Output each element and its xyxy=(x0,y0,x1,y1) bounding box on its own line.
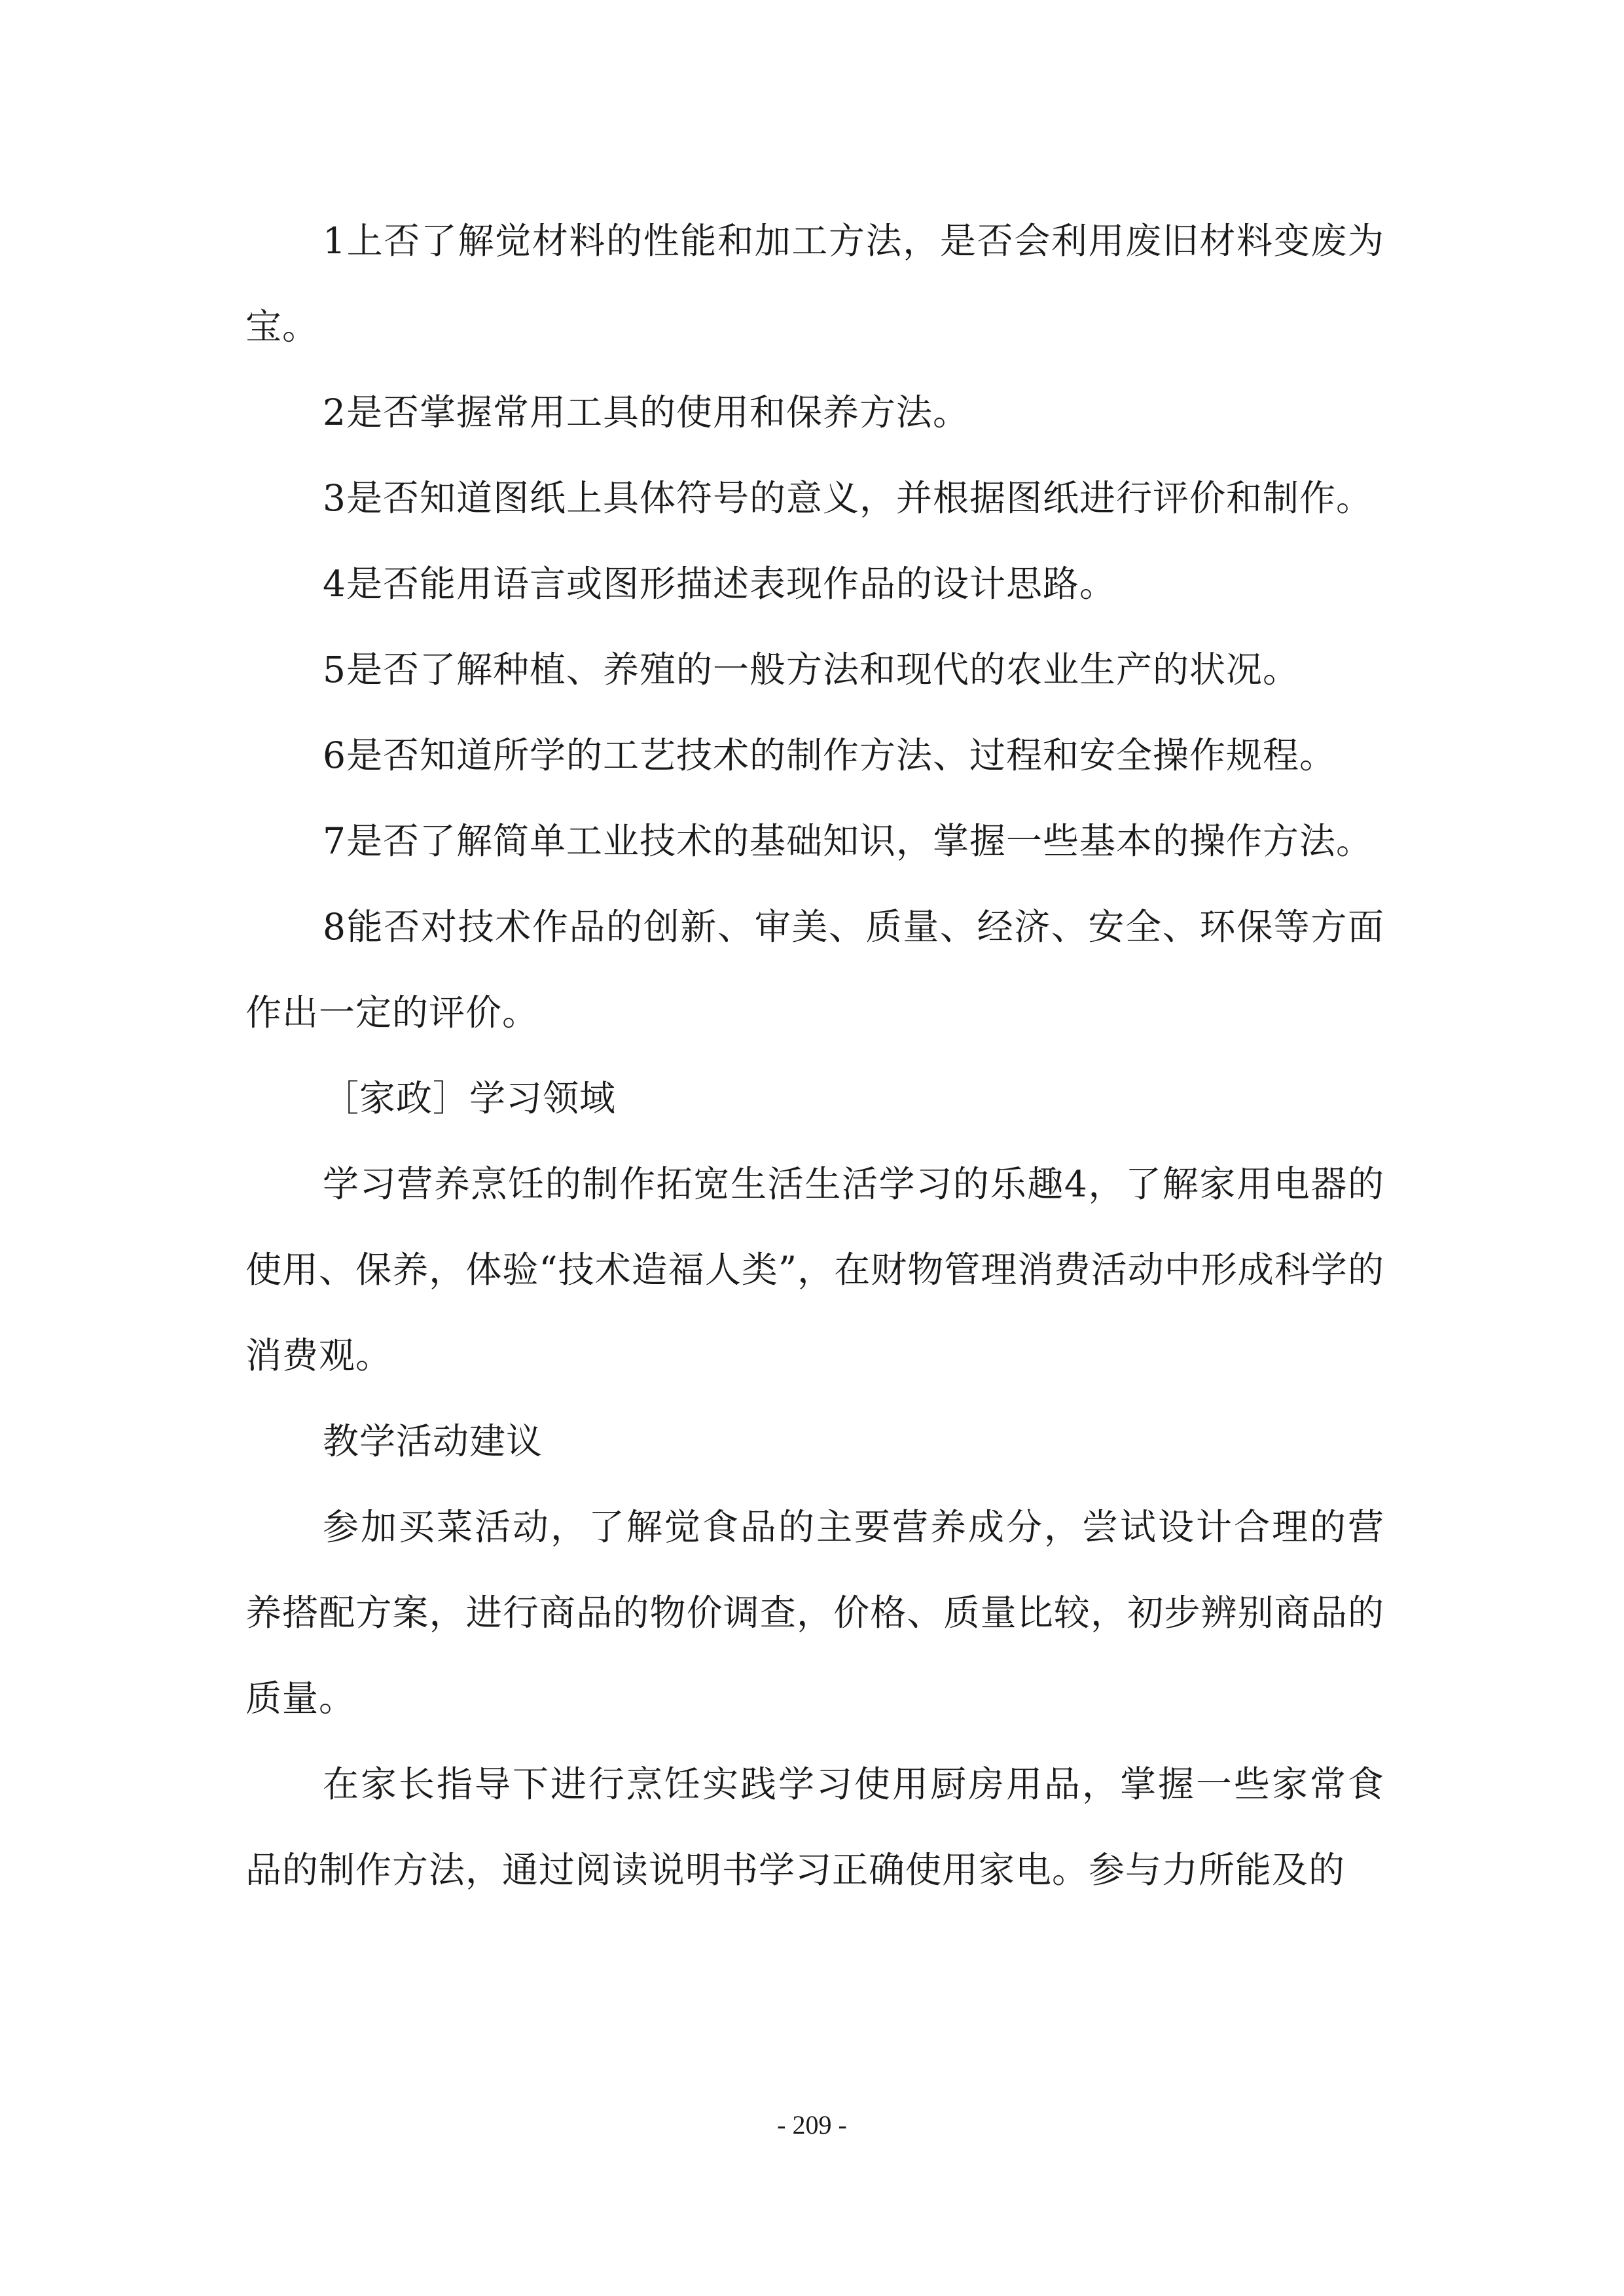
paragraph-item-3: 3是否知道图纸上具体符号的意义，并根据图纸进行评价和制作。 xyxy=(323,477,1373,519)
paragraph-item-4: 4是否能用语言或图形描述表现作品的设计思路。 xyxy=(323,563,1116,605)
page-number: - 209 - xyxy=(777,2110,847,2140)
paragraph-item-7: 7是否了解简单工业技术的基础知识，掌握一些基本的操作方法。 xyxy=(323,820,1373,862)
paragraph-item-2: 2是否掌握常用工具的使用和保养方法。 xyxy=(323,391,969,433)
paragraph-item-5: 5是否了解种植、养殖的一般方法和现代的农业生产的状况。 xyxy=(323,649,1299,691)
section-heading-activity-suggestions: 教学活动建议 xyxy=(323,1420,543,1462)
paragraph-item-8: 8能否对技术作品的创新、审美、质量、经济、安全、环保等方面作出一定的评价。 xyxy=(245,906,1384,1033)
housekeeping-goal-paragraph: 学习营养烹饪的制作拓宽生活生活学习的乐趣4，了解家用电器的使用、保养，体验“技术造福人类”，在财物管理消费活动中形成科学的消费观。 xyxy=(245,1163,1384,1376)
activity-paragraph-shopping: 参加买菜活动，了解觉食品的主要营养成分，尝试设计合理的营养搭配方案，进行商品的物价调查，价格、质量比较，初步辨别商品的质量。 xyxy=(245,1506,1384,1719)
activity-paragraph-cooking: 在家长指导下进行烹饪实践学习使用厨房用品，掌握一些家常食品的制作方法，通过阅读说明书学习正确使用家电。参与力所能及的 xyxy=(245,1763,1384,1891)
paragraph-item-6: 6是否知道所学的工艺技术的制作方法、过程和安全操作规程。 xyxy=(323,734,1336,776)
paragraph-item-1: 1上否了解觉材料的性能和加工方法，是否会利用废旧材料变废为宝。 xyxy=(245,220,1384,348)
body-text xyxy=(245,198,1384,1913)
section-heading-housekeeping: ［家政］学习领域 xyxy=(323,1077,617,1119)
